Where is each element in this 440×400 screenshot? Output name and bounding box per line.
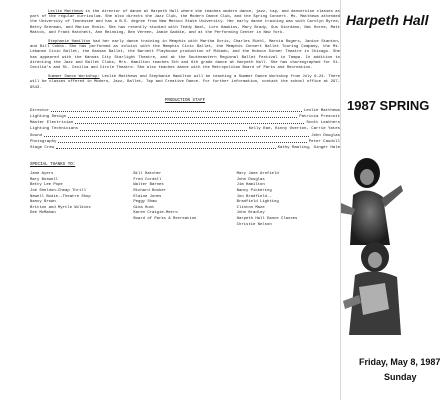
- thanks-item: Betty Lee Pope: [30, 183, 63, 188]
- staff-name: Patricia Prescott: [299, 115, 340, 120]
- thanks-item: Britton and Myrtle Wilkins: [30, 205, 91, 210]
- thanks-item: Newell Bodie--Theatre Shop: [30, 194, 91, 199]
- staff-name: Kelly Rae, Kinny Overton, Carrie Yates: [248, 127, 340, 132]
- cover-subtitle: 1987 SPRING: [347, 98, 430, 113]
- thanks-column: [133, 172, 236, 228]
- performance-date: Friday, May 8, 1987: [359, 357, 440, 367]
- thanks-column: [237, 172, 340, 228]
- thanks-item: Harpeth Hall Dance Classes: [236, 217, 298, 222]
- thanks-item: Nancy Pickering: [236, 189, 272, 194]
- workshop-text: Leslie Matthews and Stephanie Hamilton will be teaching a Summer Dance Workshop from July 6-24. There will be classes offered in Modern, Jazz, Ballet, Tap and Creative Dance. For further information, contact the school office at 297-9543.: [30, 75, 340, 90]
- bio-paragraph: [30, 40, 340, 71]
- thanks-item: Nancy Brown: [30, 200, 56, 205]
- staff-role: Lighting Design: [30, 115, 67, 120]
- staff-role: Lighting Technicians: [30, 127, 79, 132]
- staff-role: Sound: [30, 133, 43, 138]
- staff-role: Director: [30, 108, 50, 113]
- staff-role: Stage Crew: [30, 146, 55, 151]
- thanks-item: Mary Jane Arnfield: [236, 172, 279, 177]
- leader-dots: [56, 145, 276, 149]
- thanks-item: Jon Bradfield--: [236, 194, 272, 199]
- staff-role: Master Electrician: [30, 121, 74, 126]
- staff-name: Leslie Matthews: [303, 108, 340, 113]
- thanks-item: Peggy Shaw: [133, 200, 157, 205]
- thanks-item: Gina Hunt: [133, 205, 155, 210]
- workshop-heading: Summer Dance Workshop:: [48, 75, 100, 80]
- staff-row: [30, 145, 340, 151]
- thanks-title: SPECIAL THANKS TO:: [30, 163, 76, 168]
- bio-text: is the director of dance at Harpeth Hall where she teaches modern dance, jazz, tap, and dancercise classes as part of the regular curriculum. She also directs the Jazz Club, the Modern Dance Club, and the Spring Concert. Ms. Matthews attended the University of Tennessee and has a B.S. degree from New Mexico State University. Her early dance training was with Carolyn Byrne, Betty Brennan, and Marion Ronis. She has recently studied with Teddy Neal, Lorn Hawkins, Mary Brady, Gus Giordano, Nat Horne, Matt Mattox, and Frank Hatchett, Ann Reinking, Ben Vereen, Jamie Gaddie, and at the Performing Center in New York.: [30, 10, 340, 35]
- cover-panel: [341, 0, 440, 400]
- staff-role: Photography: [30, 139, 57, 144]
- thanks-grid: [30, 172, 340, 228]
- thanks-item: Dee McMahan: [30, 211, 56, 216]
- staff-name: Peter Caudill: [308, 139, 340, 144]
- inside-panel: [30, 10, 340, 228]
- thanks-item: Mary Boswell: [30, 177, 59, 182]
- staff-list: [30, 108, 340, 151]
- leader-dots: [75, 120, 304, 124]
- thanks-item: Christie Nelson: [236, 222, 272, 227]
- performance-day: Sunday: [384, 372, 417, 382]
- staff-name: John Douglas: [311, 133, 340, 138]
- thanks-item: Jim Hamilton: [236, 183, 265, 188]
- leader-dots: [68, 114, 297, 118]
- staff-title: PRODUCTION STAFF: [164, 98, 206, 103]
- thanks-column: [30, 172, 133, 228]
- bio-name: Leslie Matthews: [48, 10, 84, 14]
- thanks-item: John Douglas: [236, 177, 265, 182]
- workshop-paragraph: [30, 75, 340, 91]
- thanks-item: Bradfield Lighting: [236, 200, 279, 205]
- leader-dots: [44, 133, 309, 137]
- thanks-item: Jane Ayers: [30, 172, 54, 177]
- thanks-item: Karen Craigie-Metro: [133, 211, 178, 216]
- thanks-item: Richard Booker: [133, 189, 167, 194]
- dancers-photo: [345, 125, 405, 335]
- thanks-item: Joe Sheldon-Cheap Thrill: [30, 189, 87, 194]
- thanks-item: John Bradley: [236, 211, 265, 216]
- staff-name: Scott Leathers: [306, 121, 340, 126]
- bios: [30, 10, 340, 91]
- cover-title: Harpeth Hall: [346, 12, 429, 28]
- thanks-item: Walter Barnes: [133, 183, 164, 188]
- thanks-item: Board of Parks & Recreation: [133, 217, 197, 222]
- thanks-item: Fred Cordell: [133, 177, 162, 182]
- thanks-item: Bill Hatcher: [133, 172, 162, 177]
- staff-name: Kathy Rawling, Ginger Hale: [277, 146, 340, 151]
- bio-text: had her early dance training in Memphis with Martha Doris, Charles Riehl, Marcia Rogers, Janice Stanton, and Bill Cobbs. She has performed as soloist with the Memphis Civic Ballet, the Memphis Concert Ballet Touring Company, the Mt. Lebanon Civic Ballet, the Kansas Ballet, the Barnett Playhouse production of Mikado, and the Hobson Dinner Theatre in Chicago. She has appeared with the Kansas City Starlight Theatre, and at the Southeastern Regional Ballet Festival in Tampa. In addition to directing the Jazz and Ballet Clubs, Mrs. Hamilton teaches 5th and 6th grade dance at Harpeth Hall. She has choreographed for St. Cecilia's and St. Cecilia and Circle Theatre. She also teaches dance with the Metropolitan Board of Parks and Recreation.: [30, 40, 340, 71]
- leader-dots: [58, 139, 306, 143]
- bio-paragraph: [30, 10, 340, 36]
- thanks-item: Elaine Jones: [133, 194, 162, 199]
- bio-name: Stephanie Hamilton: [48, 40, 91, 45]
- leader-dots: [80, 126, 247, 130]
- thanks-item: Clinton Maze: [236, 205, 265, 210]
- leader-dots: [51, 108, 302, 112]
